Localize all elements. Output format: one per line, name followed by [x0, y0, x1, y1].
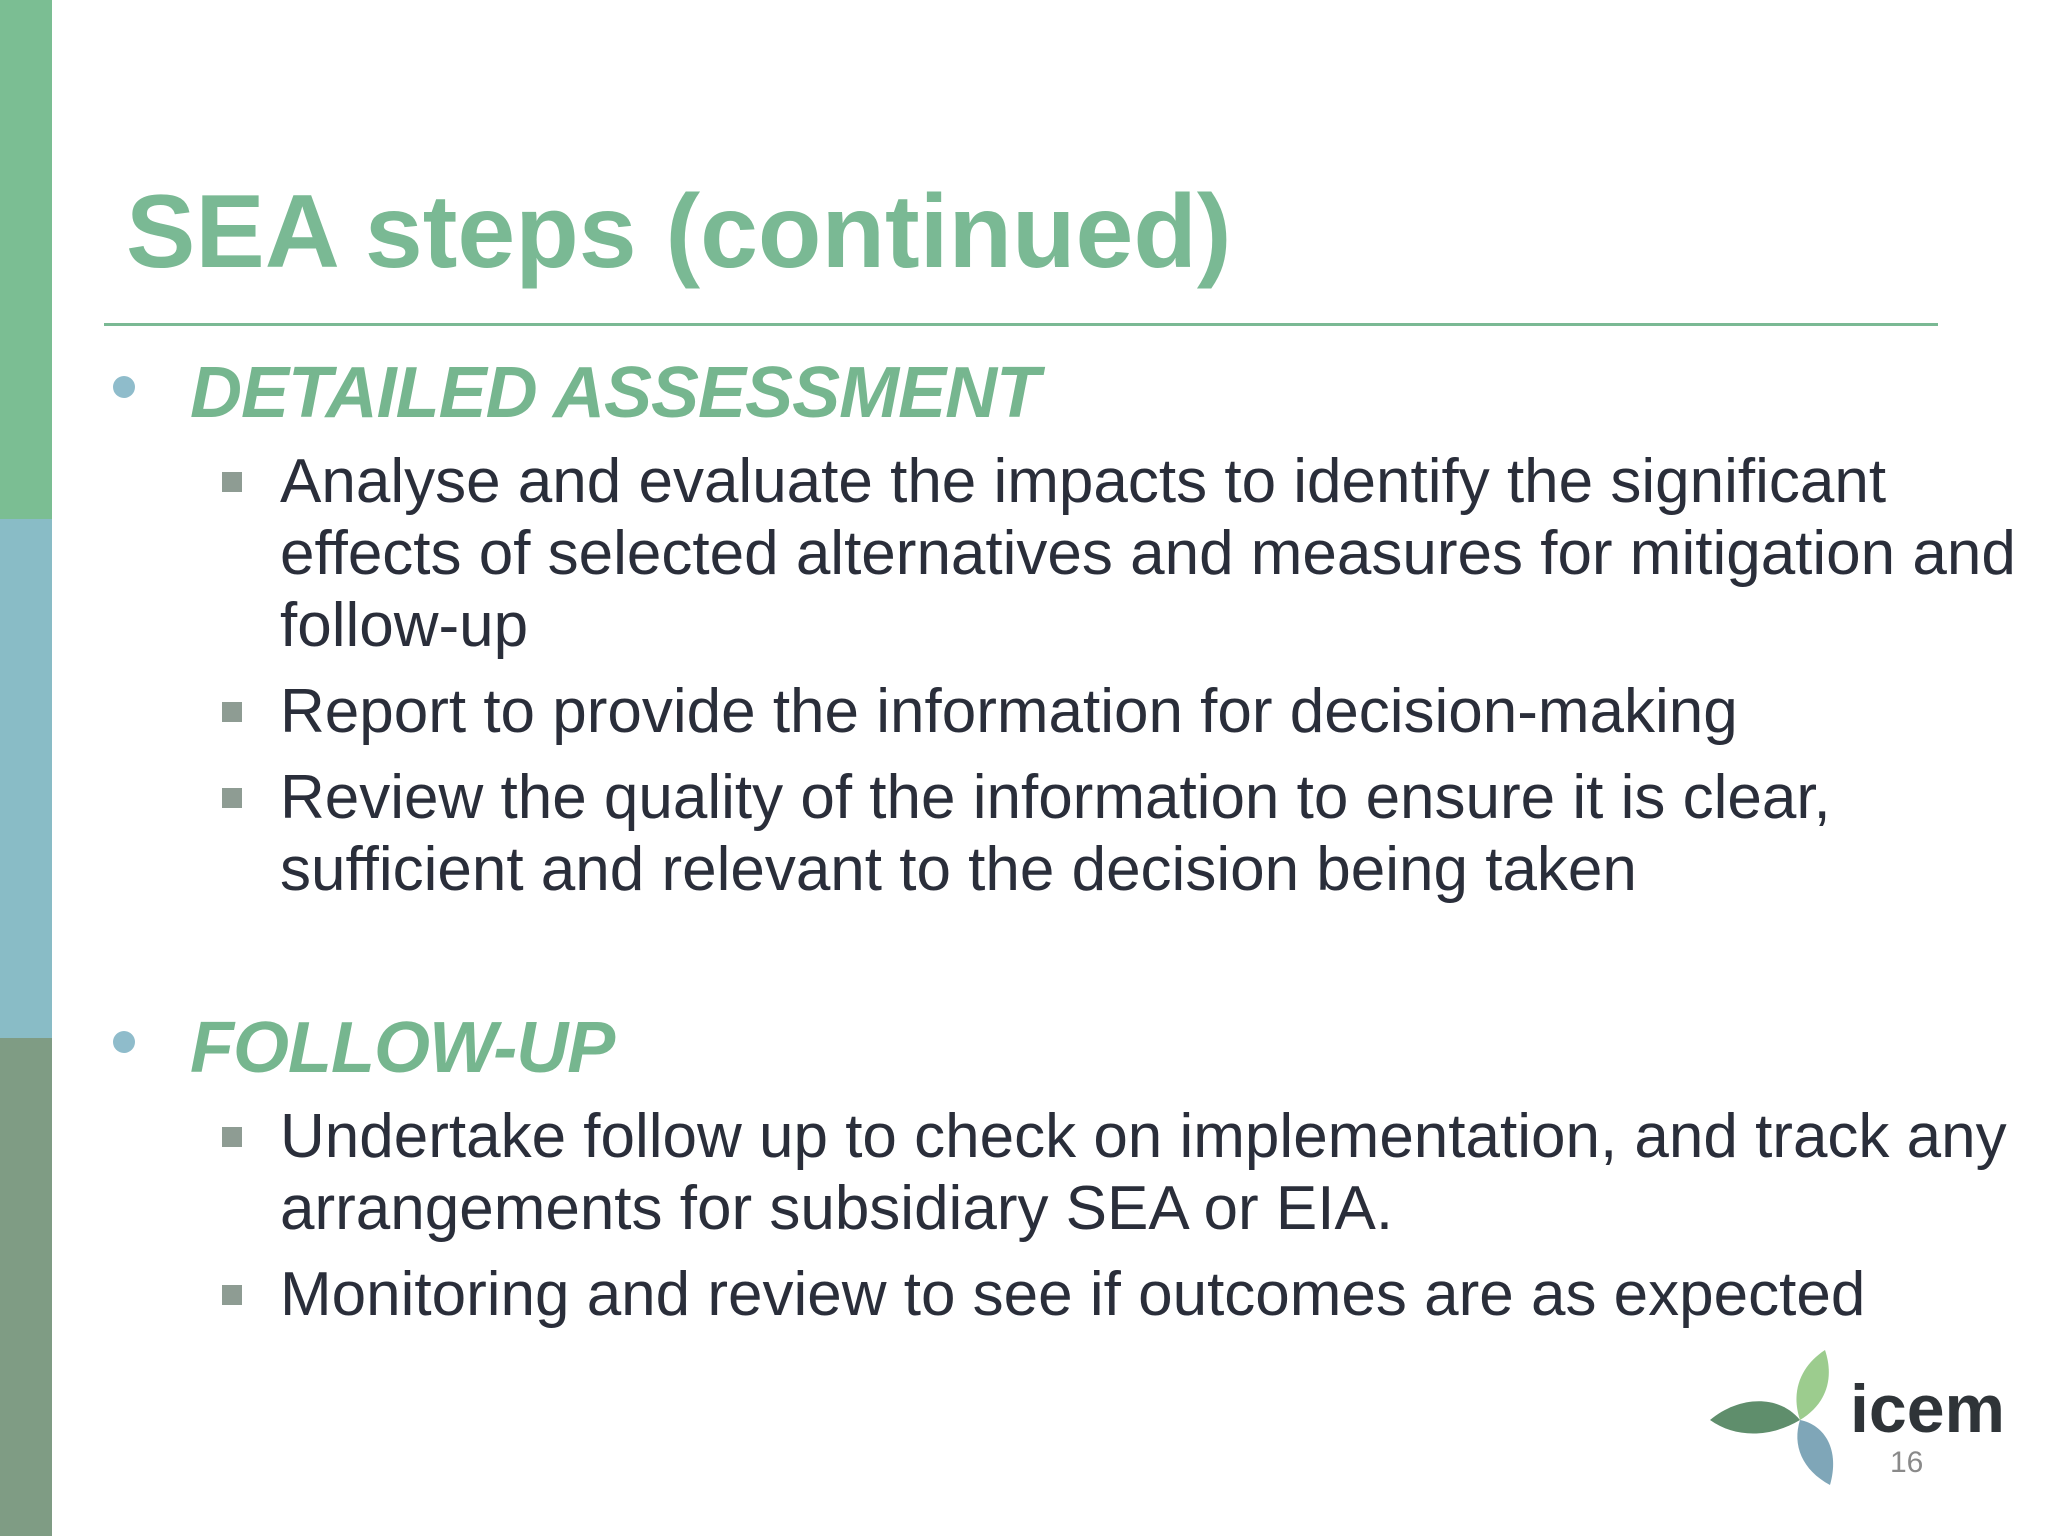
list-item — [0, 446, 2048, 662]
square-bullet-icon — [222, 1285, 242, 1305]
list-item-text: Review the quality of the information to ensure it is clear, sufficient and relevant to the decision being taken — [280, 763, 1831, 904]
section-heading: DETAILED ASSESSMENT — [190, 353, 1040, 433]
bullet-icon — [113, 376, 135, 398]
square-bullet-icon — [222, 702, 242, 722]
section-detailed-assessment — [0, 350, 2048, 906]
square-bullet-icon — [222, 472, 242, 492]
square-bullet-icon — [222, 788, 242, 808]
list-item-text: Analyse and evaluate the impacts to identify the significant effects of selected alternatives and measures for mitigation and follow-up — [280, 447, 2016, 660]
list-item — [0, 762, 2048, 906]
list-item-text: Report to provide the information for decision-making — [280, 677, 1738, 746]
square-bullet-icon — [222, 1127, 242, 1147]
page-number: 16 — [1890, 1446, 1924, 1479]
sub-bullet-list — [0, 1101, 2048, 1331]
section-follow-up — [0, 1005, 2048, 1331]
leaf-logo-icon — [1690, 1340, 2030, 1510]
section-heading-row — [0, 1005, 2048, 1095]
title-divider — [104, 323, 1938, 326]
slide-title: SEA steps (continued) — [126, 174, 1232, 290]
logo-wordmark: icem — [1850, 1371, 2005, 1447]
sub-bullet-list — [0, 446, 2048, 906]
list-item — [0, 676, 2048, 748]
list-item — [0, 1101, 2048, 1245]
section-heading: FOLLOW-UP — [190, 1008, 615, 1088]
list-item-text: Undertake follow up to check on implementation, and track any arrangements for subsidiary SEA or EIA. — [280, 1102, 2007, 1243]
bullet-icon — [113, 1031, 135, 1053]
icem-logo — [1690, 1340, 2030, 1510]
section-heading-row — [0, 350, 2048, 440]
list-item-text: Monitoring and review to see if outcomes are as expected — [280, 1260, 1866, 1329]
list-item — [0, 1259, 2048, 1331]
